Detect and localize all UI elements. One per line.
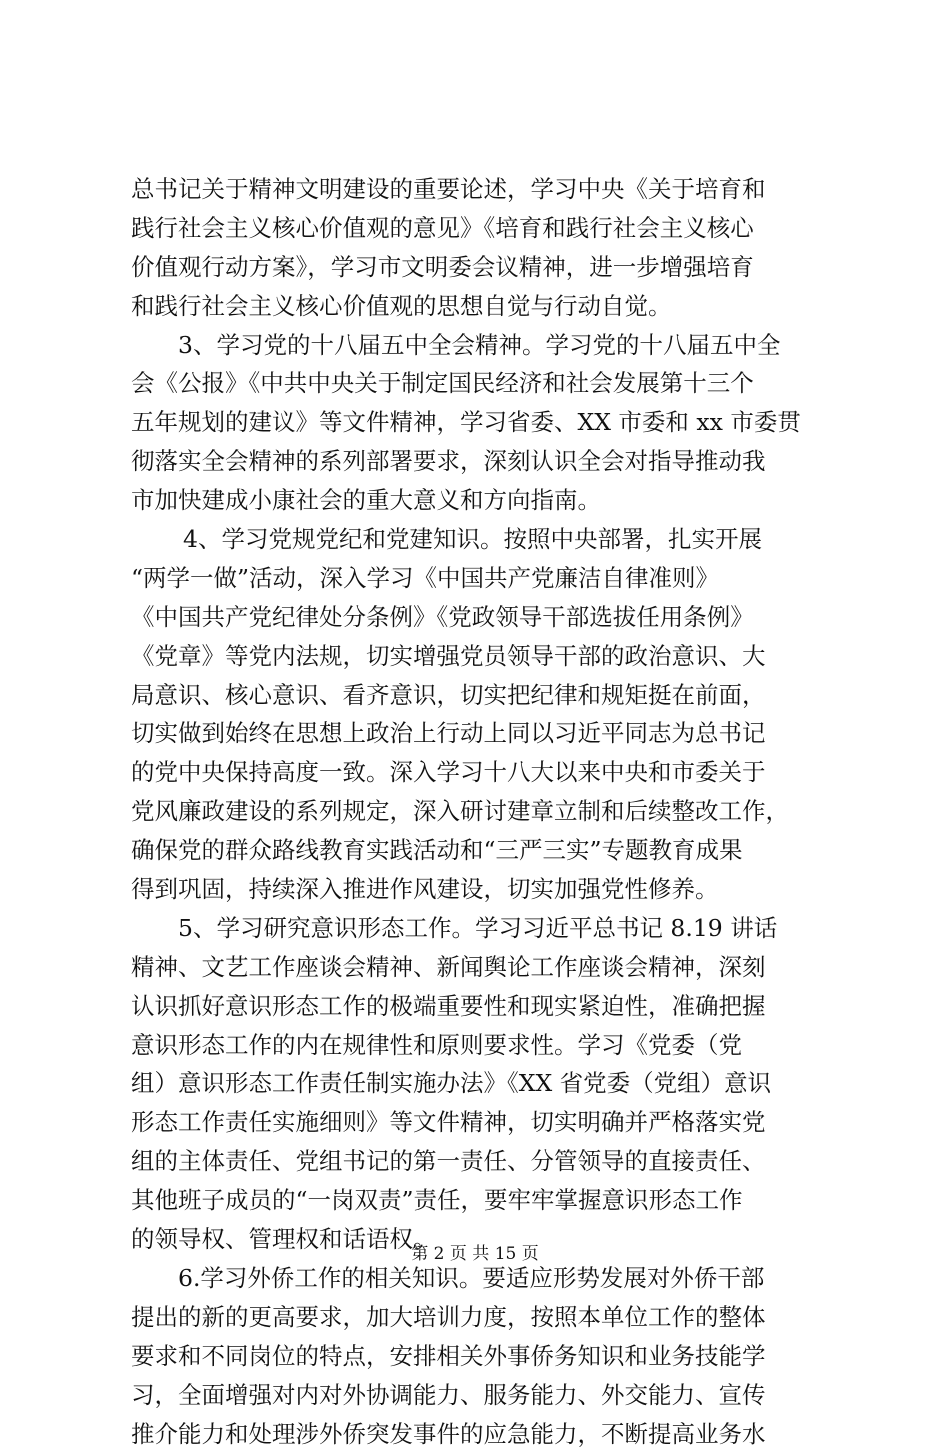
- paragraph-6-start: 6.学习外侨工作的相关知识。要适应形势发展对外侨干部: [131, 1259, 831, 1298]
- text-line: 《党章》等党内法规，切实增强党员领导干部的政治意识、大: [131, 637, 831, 676]
- text-line: 其他班子成员的“一岗双责”责任，要牢牢掌握意识形态工作: [131, 1181, 831, 1220]
- text-line: 市加快建成小康社会的重大意义和方向指南。: [131, 481, 831, 520]
- text-line: 习，全面增强对内对外协调能力、服务能力、外交能力、宣传: [131, 1376, 831, 1415]
- paragraph-4-start: 4、学习党规党纪和党建知识。按照中央部署，扎实开展: [131, 520, 831, 559]
- text-line: 的领导权、管理权和话语权。: [131, 1220, 831, 1259]
- text-line: 组）意识形态工作责任制实施办法》《XX 省党委（党组）意识: [131, 1064, 831, 1103]
- text-line: 提出的新的更高要求，加大培训力度，按照本单位工作的整体: [131, 1298, 831, 1337]
- text-line: “两学一做”活动，深入学习《中国共产党廉洁自律准则》: [131, 559, 831, 598]
- text-line: 得到巩固，持续深入推进作风建设，切实加强党性修养。: [131, 870, 831, 909]
- page-number-footer: 第 2 页 共 15 页: [0, 1242, 950, 1266]
- text-line: 彻落实全会精神的系列部署要求，深刻认识全会对指导推动我: [131, 442, 831, 481]
- text-line: 切实做到始终在思想上政治上行动上同以习近平同志为总书记: [131, 714, 831, 753]
- text-line: 党风廉政建设的系列规定，深入研讨建章立制和后续整改工作，: [131, 792, 831, 831]
- text-line: 形态工作责任实施细则》等文件精神，切实明确并严格落实党: [131, 1103, 831, 1142]
- paragraph-3-start: 3、学习党的十八届五中全会精神。学习党的十八届五中全: [131, 326, 831, 365]
- text-line: 会《公报》《中共中央关于制定国民经济和社会发展第十三个: [131, 364, 831, 403]
- text-line: 《中国共产党纪律处分条例》《党政领导干部选拔任用条例》: [131, 598, 831, 637]
- text-line: 推介能力和处理涉外侨突发事件的应急能力，不断提高业务水: [131, 1415, 831, 1453]
- text-line: 价值观行动方案》，学习市文明委会议精神，进一步增强培育: [131, 248, 831, 287]
- text-line: 局意识、核心意识、看齐意识，切实把纪律和规矩挺在前面，: [131, 676, 831, 715]
- text-line: 意识形态工作的内在规律性和原则要求性。学习《党委（党: [131, 1026, 831, 1065]
- text-line: 和践行社会主义核心价值观的思想自觉与行动自觉。: [131, 287, 831, 326]
- text-line: 践行社会主义核心价值观的意见》《培育和践行社会主义核心: [131, 209, 831, 248]
- text-line: 要求和不同岗位的特点，安排相关外事侨务知识和业务技能学: [131, 1337, 831, 1376]
- text-line: 组的主体责任、党组书记的第一责任、分管领导的直接责任、: [131, 1142, 831, 1181]
- text-line: 的党中央保持高度一致。深入学习十八大以来中央和市委关于: [131, 753, 831, 792]
- text-line: 总书记关于精神文明建设的重要论述，学习中央《关于培育和: [131, 170, 831, 209]
- paragraph-5-start: 5、学习研究意识形态工作。学习习近平总书记 8.19 讲话: [131, 909, 831, 948]
- text-line: 精神、文艺工作座谈会精神、新闻舆论工作座谈会精神，深刻: [131, 948, 831, 987]
- text-line: 确保党的群众路线教育实践活动和“三严三实”专题教育成果: [131, 831, 831, 870]
- text-line: 五年规划的建议》等文件精神，学习省委、XX 市委和 xx 市委贯: [131, 403, 831, 442]
- text-line: 认识抓好意识形态工作的极端重要性和现实紧迫性，准确把握: [131, 987, 831, 1026]
